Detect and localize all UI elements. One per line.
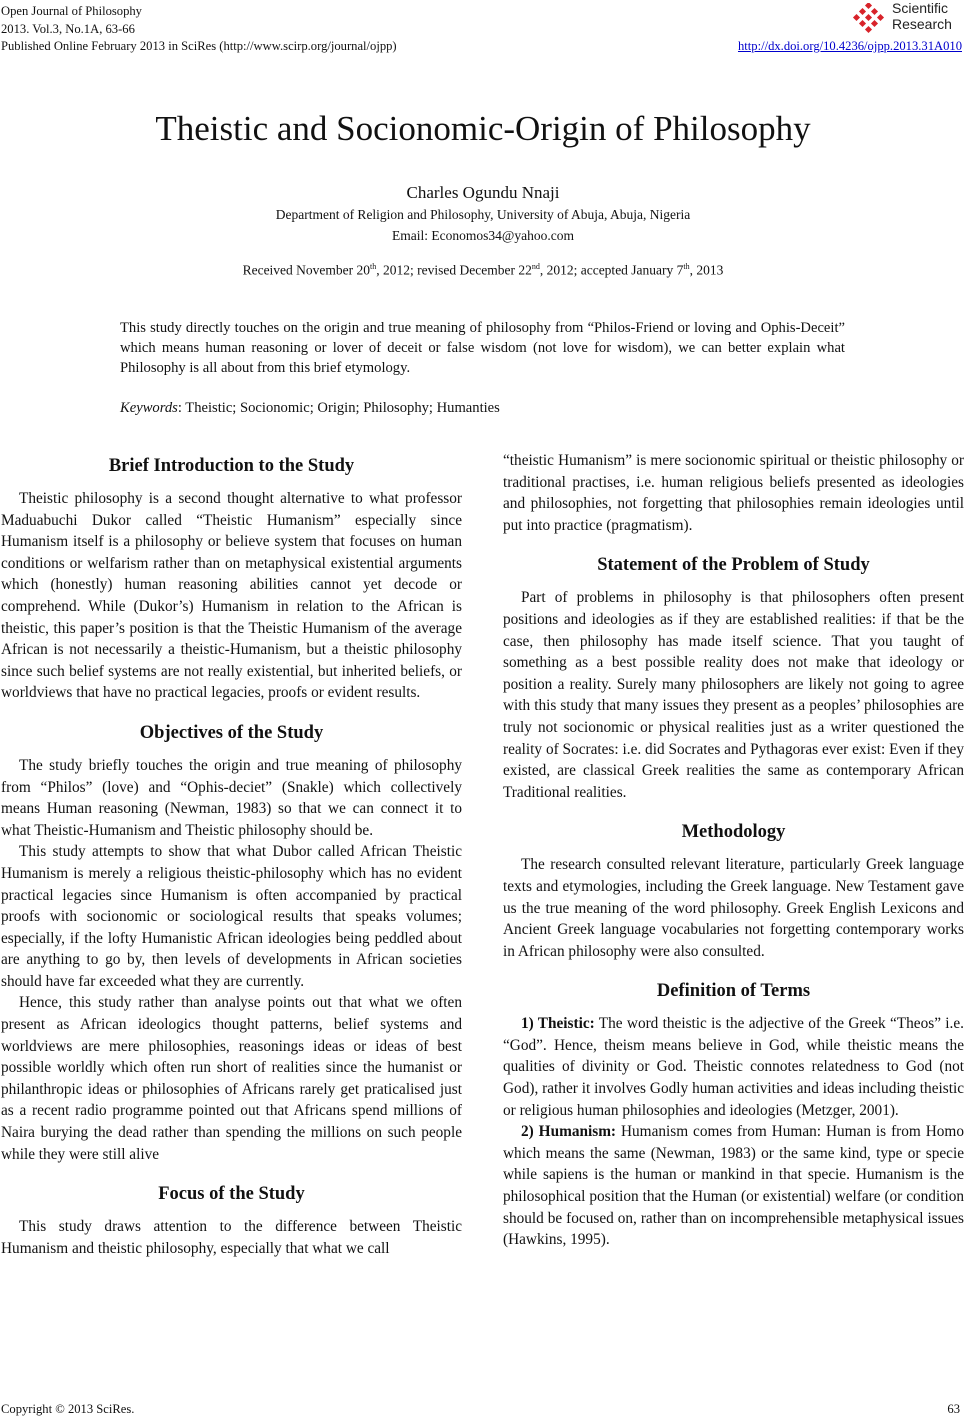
heading-objectives: Objectives of the Study <box>139 722 324 743</box>
paragraph-objectives-2: This study attempts to show that what Dubor called African Theistic Humanism is merely a religious theistic-philosophy which has no evident practical legacies since Humanism is often accompanied by practical proofs with socionomic or sociological results that speaks volumes; especially, if the lofty Humanistic African ideologies being peddled about are anything to go by, then levels of developments in African societies should have far exceeded what they are currently. <box>1 843 462 990</box>
logo-text-research: Research <box>892 16 952 32</box>
paragraph-focus: This study draws attention to the difference between Theistic Humanism and theistic philosophy, especially that what we call <box>1 1218 462 1257</box>
published-info: Published Online February 2013 in SciRes (http://www.scirp.org/journal/ojpp) <box>1 39 397 53</box>
paragraph-objectives-1: The study briefly touches the origin and true meaning of philosophy from “Philos” (love) and “Ophis-deciet” (Snakle) which collectively means Human reasoning (Newman, 1983) so that we can connect it to what Theistic-Humanism and Theistic philosophy should be. <box>1 756 462 839</box>
publisher-logo <box>852 0 962 38</box>
keywords-label: Keywords <box>120 400 178 416</box>
journal-name: Open Journal of Philosophy <box>1 4 142 18</box>
definition-theistic-label: 1) Theistic: <box>521 1015 595 1033</box>
doi-link[interactable]: http://dx.doi.org/10.4236/ojpp.2013.31A010 <box>737 39 962 53</box>
journal-volume: 2013. Vol.3, No.1A, 63-66 <box>1 21 135 36</box>
paragraph-problem: Part of problems in philosophy is that philosophers often present positions and ideologies as if they are established realities: if that be the case, then philosophy has made itself science. That you taught of something as a best possible reality does not make that ideology or position a reality. Surely many philosophers are likely not going to agree with this study that many issues they present as a peoples’ philosophies are truly not socionomic or physical realities just as a writer questioned the reality of Socrates: i.e. did Socrates and Pythagoras ever exist: Even if they existed, are classical Greek realities the same as contemporary African Traditional realities. <box>503 589 964 801</box>
copyright-footer: Copyright © 2013 SciRes. <box>1 1402 135 1416</box>
page-number: 63 <box>947 1402 960 1416</box>
paper-title: Theistic and Socionomic-Origin of Philosophy <box>155 109 811 148</box>
paragraph-objectives-3: Hence, this study rather than analyse points out that what we often present as African ideologics thought patterns, belief systems and worldviews are mere philosophies, reasonings ideas or ideas of best possible worldly which often run short of realities since the humanist or philanthropic ideas or philosophies of Africans rarely get praticalised just as a recent radio programme pointed out that Africans spend millions of Naira burying the dead rather than spending the millions on such people while they were still alive <box>1 994 462 1163</box>
author-email: Email: Economos34@yahoo.com <box>392 228 574 243</box>
received-dates: Received November 20th, 2012; revised December 22nd, 2012; accepted January 7th, 2013 <box>242 262 724 278</box>
paragraph-introduction: Theistic philosophy is a second thought alternative to what professor Maduabuchi Dukor called “Theistic Humanism” especially since Humanism itself is a philosophy or believe system that focuses on human conditions or welfarism rather than on metaphysical existential arguments which (honestly) human reasoning abilities cannot yet decode or comprehend. While (Dukor’s) Humanism in relation to the African is theistic, this paper’s position is that the Theistic Humanism of the average African is not necessarily a theistic-Humanism, but a theistic philosophy since such belief systems are not really existential, but inherited beliefs, or worldviews that have no practical legacies, proofs or evident results. <box>1 490 462 702</box>
heading-introduction: Brief Introduction to the Study <box>108 456 355 476</box>
author-affiliation: Department of Religion and Philosophy, University of Abuja, Abuja, Nigeria <box>275 207 691 222</box>
keywords <box>120 398 845 418</box>
heading-definitions: Definition of Terms <box>656 981 811 1002</box>
paragraph-methodology: The research consulted relevant literature, particularly Greek language texts and etymologies, including the Greek language. New Testament gave us the true meaning of the word philosophy. Greek English Lexicons and Ancient Greek language vocabularies not forgetting contemporary works in African philosophy were also consulted. <box>503 856 964 960</box>
definition-humanism-label: 2) Humanism: <box>521 1123 617 1141</box>
running-header <box>1 3 397 56</box>
heading-problem: Statement of the Problem of Study <box>597 555 870 576</box>
definition-theistic: 1) Theistic: The word theistic is the adjective of the Greek “Theos” i.e. “God”. Hence, theism means believe in God, while theistic means the qualities of divinity or God. Theistic connotes relatedness to God (not God), rather it involves Godly human activities and ideas including theistic or religious human philosophies and ideologies (Metzger, 2001). <box>503 1015 964 1119</box>
scirp-logo-icon <box>852 3 888 35</box>
heading-methodology: Methodology <box>681 822 786 843</box>
left-column <box>1 450 462 1259</box>
keywords-list: : Theistic; Socionomic; Origin; Philosophy; Humanties <box>177 400 500 416</box>
abstract: This study directly touches on the origin and true meaning of philosophy from “Philos-Friend or loving and Ophis-Deceit” which means human reasoning or lover of deceit or false wisdom (not love for wisdom), we can better explain what Philosophy is all about from this brief etymology. <box>120 320 845 376</box>
definition-humanism: 2) Humanism: Humanism comes from Human: Human is from Homo which means the same (Newman, 1983) or the same kind, type or specie while sapiens is the human or mankind in that specie. Humanism is the philosophical position that the Human (or existential) welfare (or condition should be focused on, rather than on incomprehensible metaphysical issues (Hawkins, 1995). <box>503 1123 964 1249</box>
author-name: Charles Ogundu Nnaji <box>406 183 560 202</box>
right-column <box>503 450 964 1251</box>
paragraph-continued: “theistic Humanism” is mere socionomic spiritual or theistic philosophy or traditional practises, i.e. human religious beliefs presented as ideologies and philosophies, not forgetting that philosophies remain ideologies until put into practice (pragmatism). <box>503 452 964 534</box>
logo-text-scientific: Scientific <box>892 0 949 16</box>
heading-focus: Focus of the Study <box>158 1184 305 1205</box>
